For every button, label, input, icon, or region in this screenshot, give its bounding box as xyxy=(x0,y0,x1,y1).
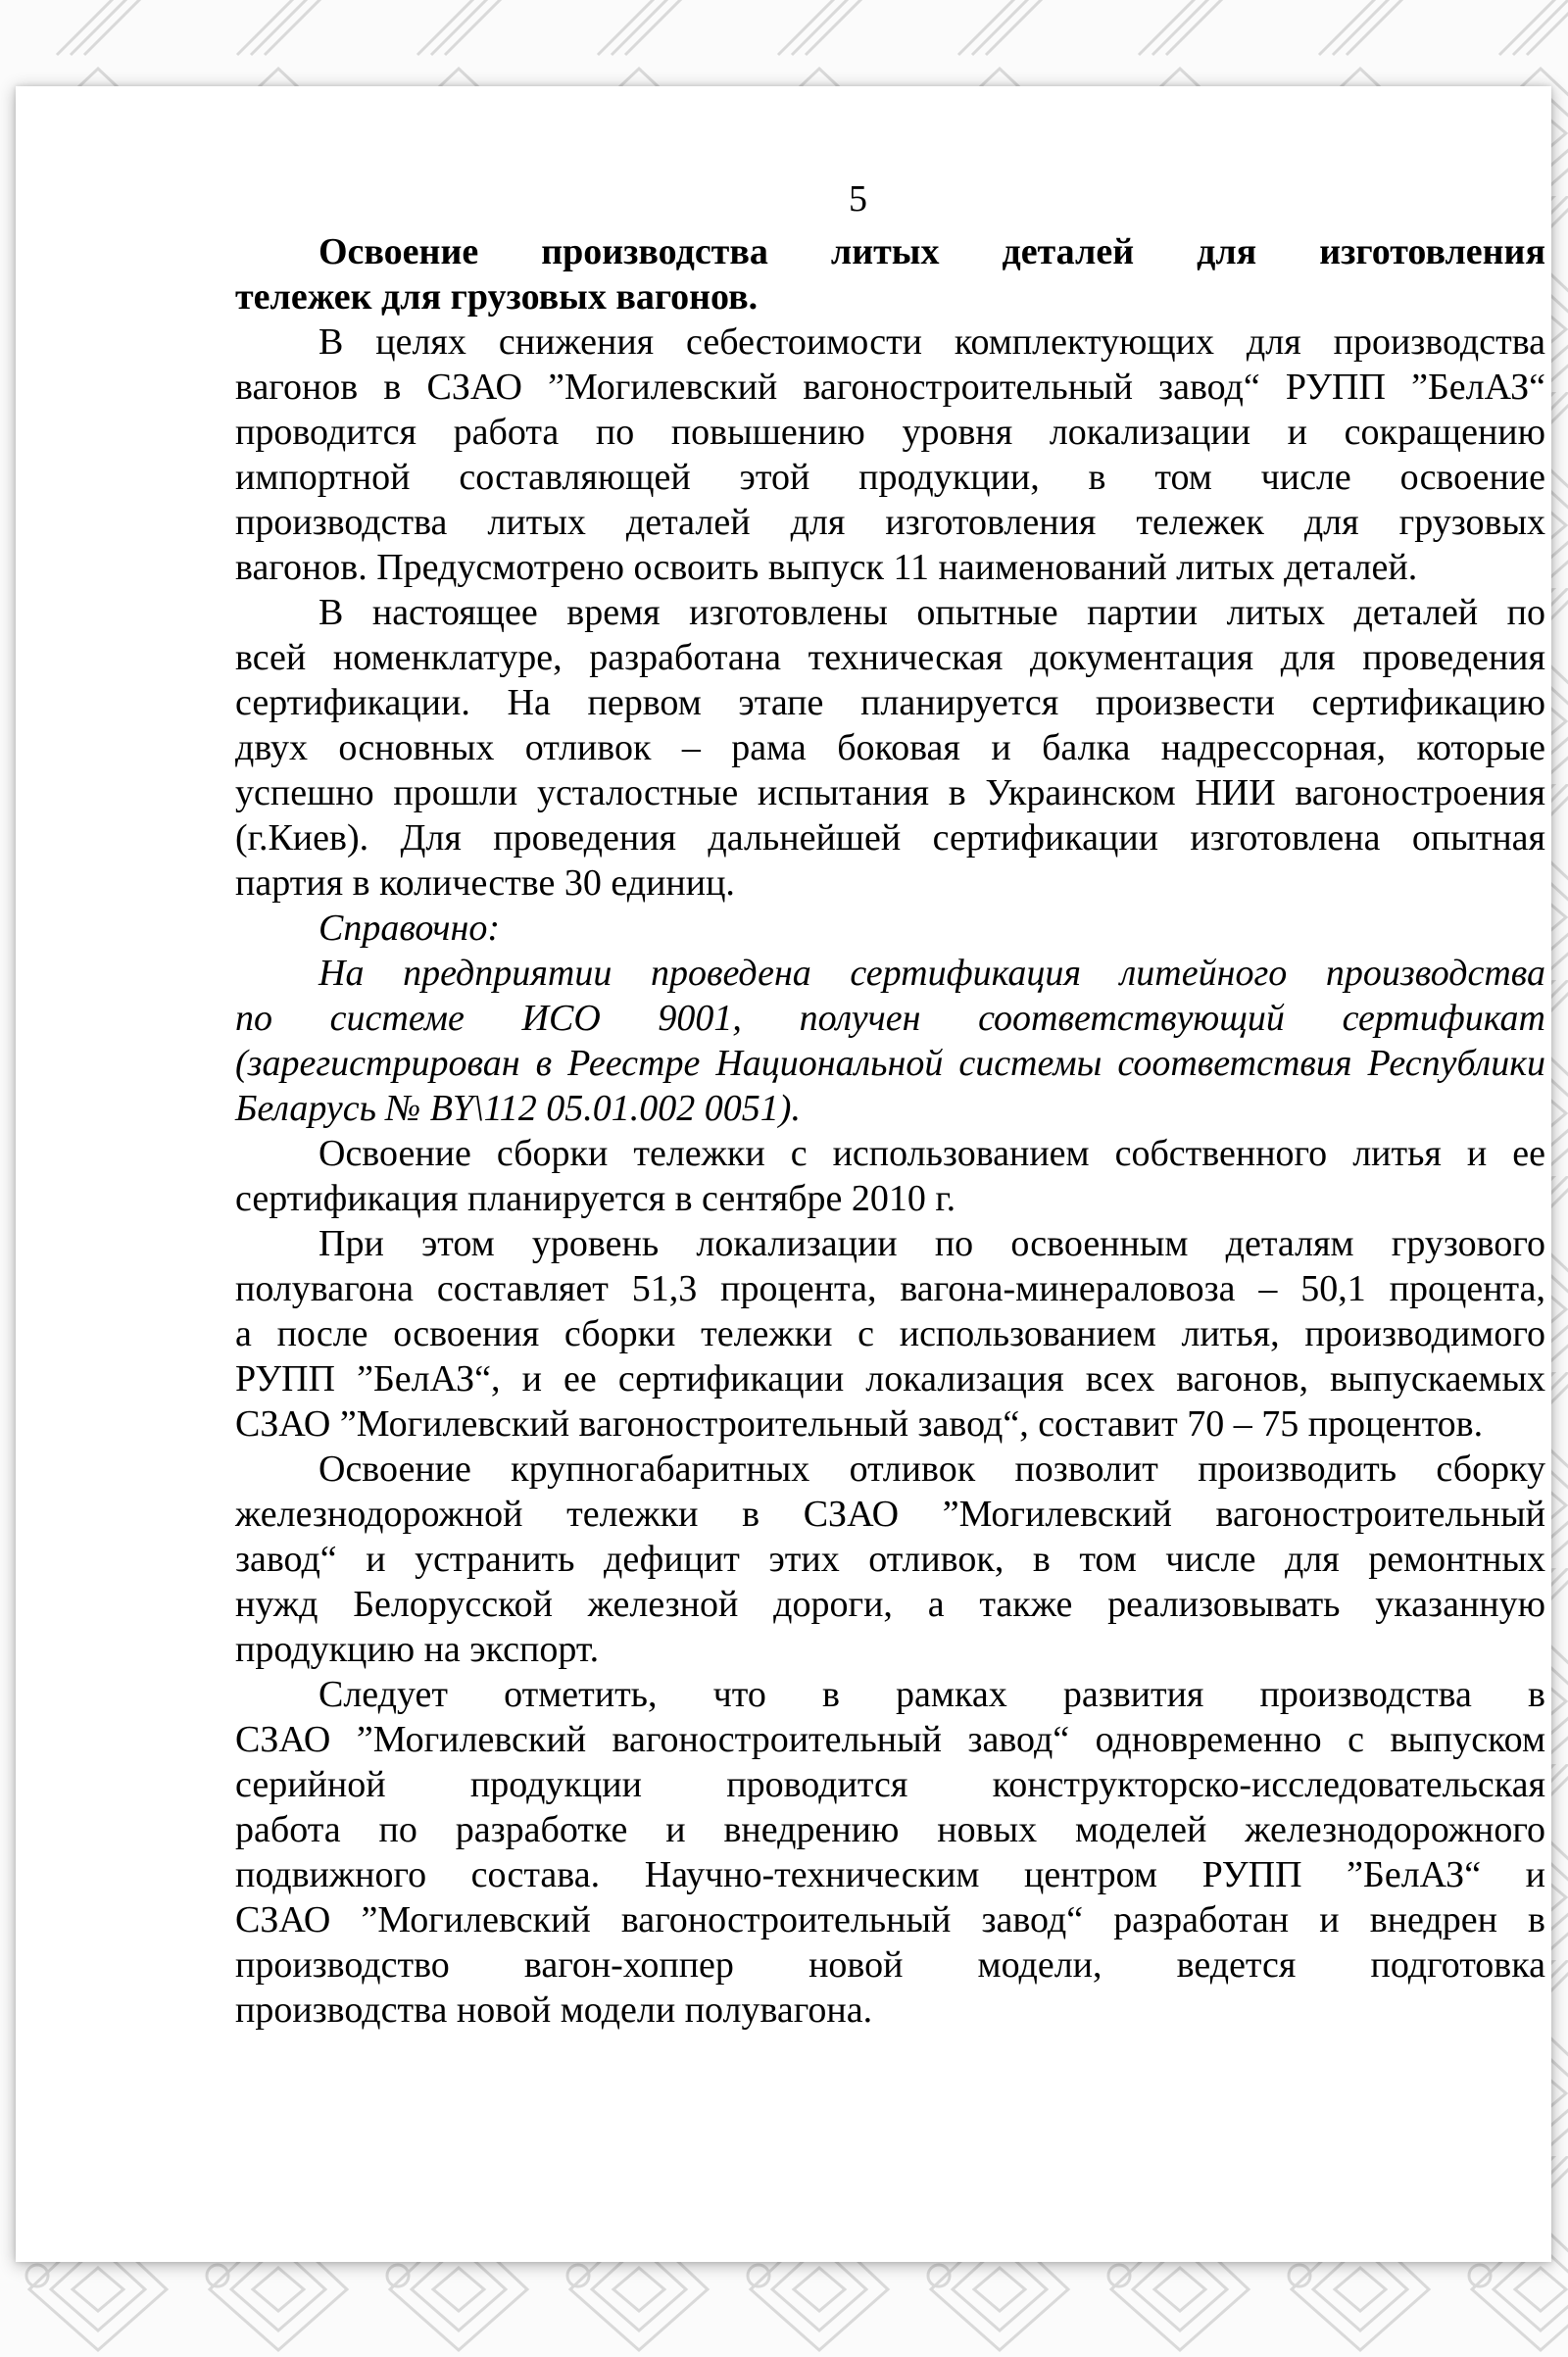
paragraph xyxy=(235,1221,1545,1447)
text-line: работа по разработке и внедрению новых моделей железнодорожного xyxy=(235,1809,1545,1850)
text-line: производства новой модели полувагона. xyxy=(235,1989,873,2031)
text-line: а после освоения сборки тележки с использованием литья, производимого xyxy=(235,1313,1545,1354)
document-page xyxy=(16,86,1551,2262)
text-line: полувагона составляет 51,3 процента, вагона-минераловоза – 50,1 процента, xyxy=(235,1268,1545,1309)
paragraphs-container xyxy=(235,229,1545,2033)
text-line: тележек для грузовых вагонов. xyxy=(235,276,759,318)
text-line: завод“ и устранить дефицит этих отливок, в том числе для ремонтных xyxy=(235,1539,1545,1580)
text-line: Освоение крупногабаритных отливок позволит производить сборку xyxy=(318,1449,1545,1490)
text-line: СЗАО ”Могилевский вагоностроительный завод“ одновременно с выпуском xyxy=(235,1719,1545,1760)
text-line: импортной составляющей этой продукции, в том числе освоение xyxy=(235,457,1545,498)
text-line: (зарегистрирован в Реестре Национальной системы соответствия Республики xyxy=(235,1043,1545,1084)
text-line: вагонов в СЗАО ”Могилевский вагоностроительный завод“ РУПП ”БелАЗ“ xyxy=(235,367,1545,408)
text-line: железнодорожной тележки в СЗАО ”Могилевский вагоностроительный xyxy=(235,1494,1545,1535)
paragraph xyxy=(235,1131,1545,1221)
text-line: успешно прошли усталостные испытания в Украинском НИИ вагоностроения xyxy=(235,772,1545,813)
paragraph xyxy=(235,229,1545,319)
page-number: 5 xyxy=(849,178,867,220)
text-line: продукцию на экспорт. xyxy=(235,1629,600,1670)
text-line: СЗАО ”Могилевский вагоностроительный завод“ разработан и внедрен в xyxy=(235,1899,1545,1940)
text-line: сертификации. На первом этапе планируется произвести сертификацию xyxy=(235,682,1545,723)
text-line: по системе ИСО 9001, получен соответствующий сертификат xyxy=(235,998,1545,1039)
text-line: Следует отметить, что в рамках развития производства в xyxy=(318,1674,1545,1715)
text-line: Освоение сборки тележки с использованием собственного литья и ее xyxy=(318,1133,1545,1174)
text-line: серийной продукции проводится конструкторско-исследовательская xyxy=(235,1764,1545,1805)
text-line: Освоение производства литых деталей для изготовления xyxy=(318,231,1545,272)
text-line: сертификация планируется в сентябре 2010 г. xyxy=(235,1178,956,1219)
paragraph xyxy=(235,590,1545,906)
text-line: двух основных отливок – рама боковая и балка надрессорная, которые xyxy=(235,727,1545,768)
text-line: СЗАО ”Могилевский вагоностроительный завод“, составит 70 – 75 процентов. xyxy=(235,1403,1484,1445)
text-line: Справочно: xyxy=(318,908,500,949)
paragraph xyxy=(235,1672,1545,2033)
text-line: Беларусь № BY\112 05.01.002 0051). xyxy=(235,1088,801,1129)
text-line: партия в количестве 30 единиц. xyxy=(235,862,735,904)
text-line: нужд Белорусской железной дороги, а также реализовывать указанную xyxy=(235,1584,1545,1625)
text-line: производства литых деталей для изготовления тележек для грузовых xyxy=(235,502,1545,543)
text-line: На предприятии проведена сертификация литейного производства xyxy=(318,953,1545,994)
paragraph xyxy=(235,319,1545,590)
text-line: В настоящее время изготовлены опытные партии литых деталей по xyxy=(318,592,1545,633)
paragraph xyxy=(235,951,1545,1131)
text-line: вагонов. Предусмотрено освоить выпуск 11 наименований литых деталей. xyxy=(235,547,1418,588)
paragraph xyxy=(235,1447,1545,1672)
text-line: всей номенклатуре, разработана техническая документация для проведения xyxy=(235,637,1545,678)
text-line: проводится работа по повышению уровня локализации и сокращению xyxy=(235,412,1545,453)
text-line: производство вагон-хоппер новой модели, ведется подготовка xyxy=(235,1944,1545,1986)
text-line: При этом уровень локализации по освоенным деталям грузового xyxy=(318,1223,1545,1264)
page-content xyxy=(235,86,1545,2033)
paragraph xyxy=(235,906,1545,951)
text-line: подвижного состава. Научно-техническим центром РУПП ”БелАЗ“ и xyxy=(235,1854,1545,1895)
text-line: В целях снижения себестоимости комплектующих для производства xyxy=(318,321,1545,363)
text-line: (г.Киев). Для проведения дальнейшей сертификации изготовлена опытная xyxy=(235,817,1545,859)
text-line: РУПП ”БелАЗ“, и ее сертификации локализация всех вагонов, выпускаемых xyxy=(235,1358,1545,1399)
